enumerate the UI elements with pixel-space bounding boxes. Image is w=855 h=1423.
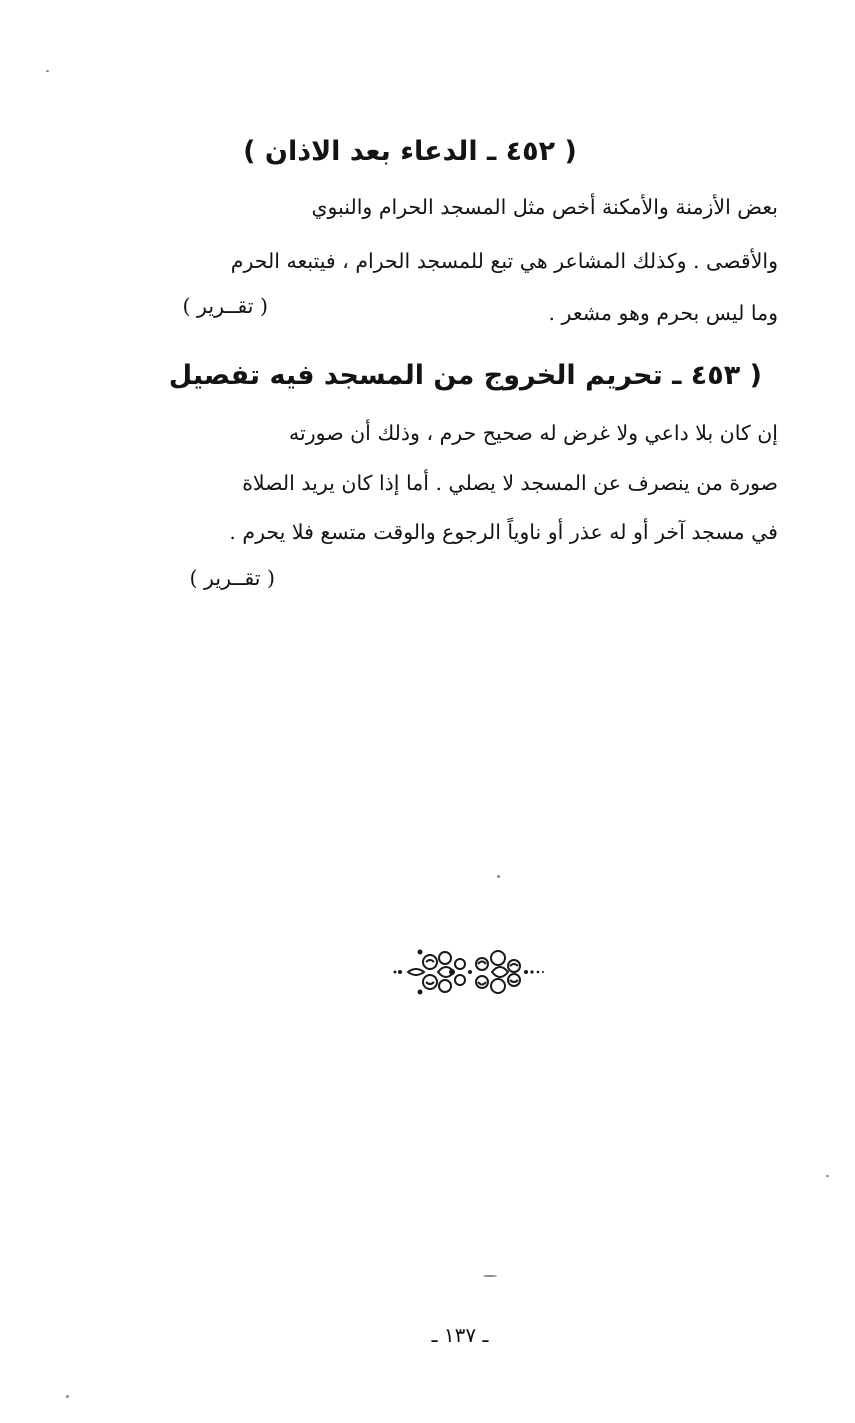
section-452-line-1: بعض الأزمنة والأمكنة أخص مثل المسجد الحرام والنبوي [311, 195, 778, 219]
section-453-heading: ( ٤٥٣ ـ تحريم الخروج من المسجد فيه تفصيل [168, 360, 762, 391]
section-452-line-3: وما ليس بحرم وهو مشعر . [548, 301, 778, 325]
scan-speck [46, 70, 49, 72]
scan-speck [497, 875, 500, 878]
section-452-heading: ( ٤٥٢ ـ الدعاء بعد الاذان ) [243, 136, 577, 167]
section-453-line-1: إن كان بلا داعي ولا غرض له صحيح حرم ، وذلك أن صورته [289, 421, 778, 445]
floral-ornament-icon [390, 940, 550, 1004]
section-452-line-2: والأقصى . وكذلك المشاعر هي تبع للمسجد الحرام ، فيتبعه الحرم [230, 249, 778, 273]
scan-speck [826, 1175, 829, 1177]
scan-speck [66, 1395, 69, 1398]
section-452-source: ( تقــرير ) [182, 294, 268, 318]
page-number: ـ ١٣٧ ـ [431, 1323, 489, 1347]
scan-speck [483, 1275, 497, 1277]
section-453-line-2: صورة من ينصرف عن المسجد لا يصلي . أما إذا كان يريد الصلاة [242, 471, 778, 495]
section-453-source: ( تقــرير ) [189, 566, 275, 590]
section-453-line-3: في مسجد آخر أو له عذر أو ناوياً الرجوع والوقت متسع فلا يحرم . [229, 520, 778, 544]
